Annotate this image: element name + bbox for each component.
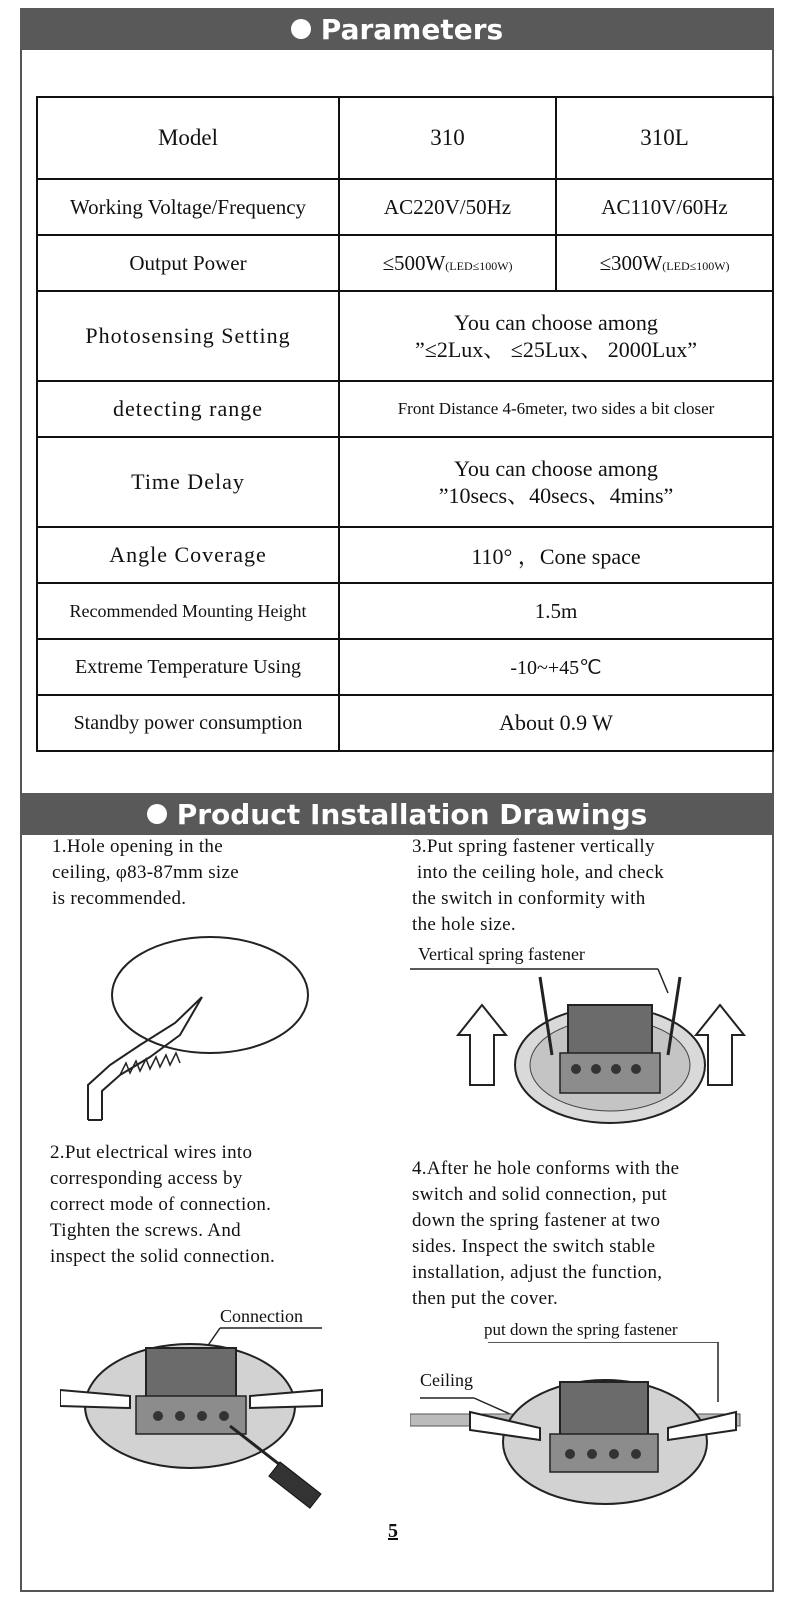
- step-line: ceiling, φ83-87mm size: [52, 862, 239, 883]
- put-down-fastener-drawing: [410, 1342, 750, 1522]
- callout-line: [658, 969, 668, 993]
- table-row: [37, 583, 773, 639]
- step-1-text: [52, 834, 352, 912]
- power-main: ≤300W: [599, 250, 663, 275]
- mounting-value: 1.5m: [339, 583, 773, 639]
- row-label: Angle Coverage: [37, 527, 339, 583]
- row-label: detecting range: [37, 381, 339, 437]
- delay-line2: ”10secs、40secs、4mins”: [438, 483, 674, 508]
- vertical-fastener-drawing: [410, 965, 750, 1135]
- row-label: Recommended Mounting Height: [37, 583, 339, 639]
- power-310-value: [339, 235, 556, 291]
- step-line: then put the cover.: [412, 1288, 559, 1309]
- voltage-310-value: AC220V/50Hz: [339, 179, 556, 235]
- delay-value: [339, 437, 773, 527]
- connection-drawing: [60, 1326, 360, 1516]
- delay-line1: You can choose among: [454, 455, 658, 481]
- arrow-up-icon: [458, 1005, 506, 1085]
- page-number: 5: [388, 1520, 398, 1542]
- hole-saw-drawing: [80, 935, 340, 1135]
- table-row: [37, 179, 773, 235]
- vertical-fastener-callout: Vertical spring fastener: [418, 944, 585, 964]
- standby-value: About 0.9 W: [339, 695, 773, 751]
- connection-callout: Connection: [220, 1306, 303, 1326]
- terminal-block: [136, 1396, 246, 1434]
- parameters-table: [36, 96, 774, 752]
- step-line: corresponding access by: [50, 1168, 243, 1189]
- row-label: Extreme Temperature Using: [37, 639, 339, 695]
- model-310l-value: 310L: [556, 97, 773, 179]
- step-4-text: [412, 1156, 742, 1312]
- parameters-header: [20, 8, 774, 50]
- step-line: down the spring fastener at two: [412, 1210, 661, 1231]
- step-line: the switch in conformity with: [412, 888, 646, 909]
- step-line: the hole size.: [412, 914, 516, 935]
- temperature-value: -10~+45℃: [339, 639, 773, 695]
- step-line: installation, adjust the function,: [412, 1262, 663, 1283]
- angle-value: 110° ，Cone space: [339, 527, 773, 583]
- step-line: correct mode of connection.: [50, 1194, 272, 1215]
- table-row: [37, 437, 773, 527]
- row-label: Standby power consumption: [37, 695, 339, 751]
- table-row: [37, 291, 773, 381]
- step-line: Tighten the screws. And: [50, 1220, 241, 1241]
- table-row: [37, 235, 773, 291]
- power-led-note: (LED≤100W): [662, 258, 730, 273]
- step-2-text: [50, 1140, 360, 1270]
- table-row: [37, 527, 773, 583]
- power-led-note: (LED≤100W): [445, 258, 513, 273]
- ceiling-callout: Ceiling: [420, 1370, 473, 1390]
- voltage-310l-value: AC110V/60Hz: [556, 179, 773, 235]
- put-down-callout: put down the spring fastener: [484, 1320, 678, 1339]
- table-row: [37, 381, 773, 437]
- callout-line: [474, 1398, 510, 1414]
- bullet-dot-icon: [291, 19, 311, 39]
- installation-header: [20, 793, 774, 835]
- power-310l-value: [556, 235, 773, 291]
- model-310-value: 310: [339, 97, 556, 179]
- step-line: is recommended.: [52, 888, 187, 909]
- step-line: 4.After he hole conforms with the: [412, 1158, 680, 1179]
- row-label: Photosensing Setting: [37, 291, 339, 381]
- step-3-text: [412, 834, 742, 938]
- photosensing-value: [339, 291, 773, 381]
- step-line: sides. Inspect the switch stable: [412, 1236, 656, 1257]
- installation-title: Product Installation Drawings: [176, 797, 648, 831]
- power-main: ≤500W: [382, 250, 446, 275]
- saw-icon: [88, 997, 202, 1120]
- table-row: [37, 97, 773, 179]
- row-label: Output Power: [37, 235, 339, 291]
- bullet-dot-icon: [147, 804, 167, 824]
- row-label: Model: [37, 97, 339, 179]
- row-label: Time Delay: [37, 437, 339, 527]
- photosensing-line1: You can choose among: [454, 309, 658, 335]
- step-line: 2.Put electrical wires into: [50, 1142, 253, 1163]
- photosensing-line2: ”≤2Lux、 ≤25Lux、 2000Lux”: [415, 337, 697, 362]
- parameters-title: Parameters: [320, 12, 504, 46]
- table-row: [37, 639, 773, 695]
- row-label: Working Voltage/Frequency: [37, 179, 339, 235]
- step-line: inspect the solid connection.: [50, 1246, 276, 1267]
- ceiling-hole-outline: [112, 937, 308, 1053]
- step-line: 3.Put spring fastener vertically: [412, 836, 655, 857]
- step-line: 1.Hole opening in the: [52, 836, 223, 857]
- step-line: switch and solid connection, put: [412, 1184, 667, 1205]
- step-line: into the ceiling hole, and check: [412, 862, 665, 883]
- table-row: [37, 695, 773, 751]
- range-value: Front Distance 4-6meter, two sides a bit closer: [339, 381, 773, 437]
